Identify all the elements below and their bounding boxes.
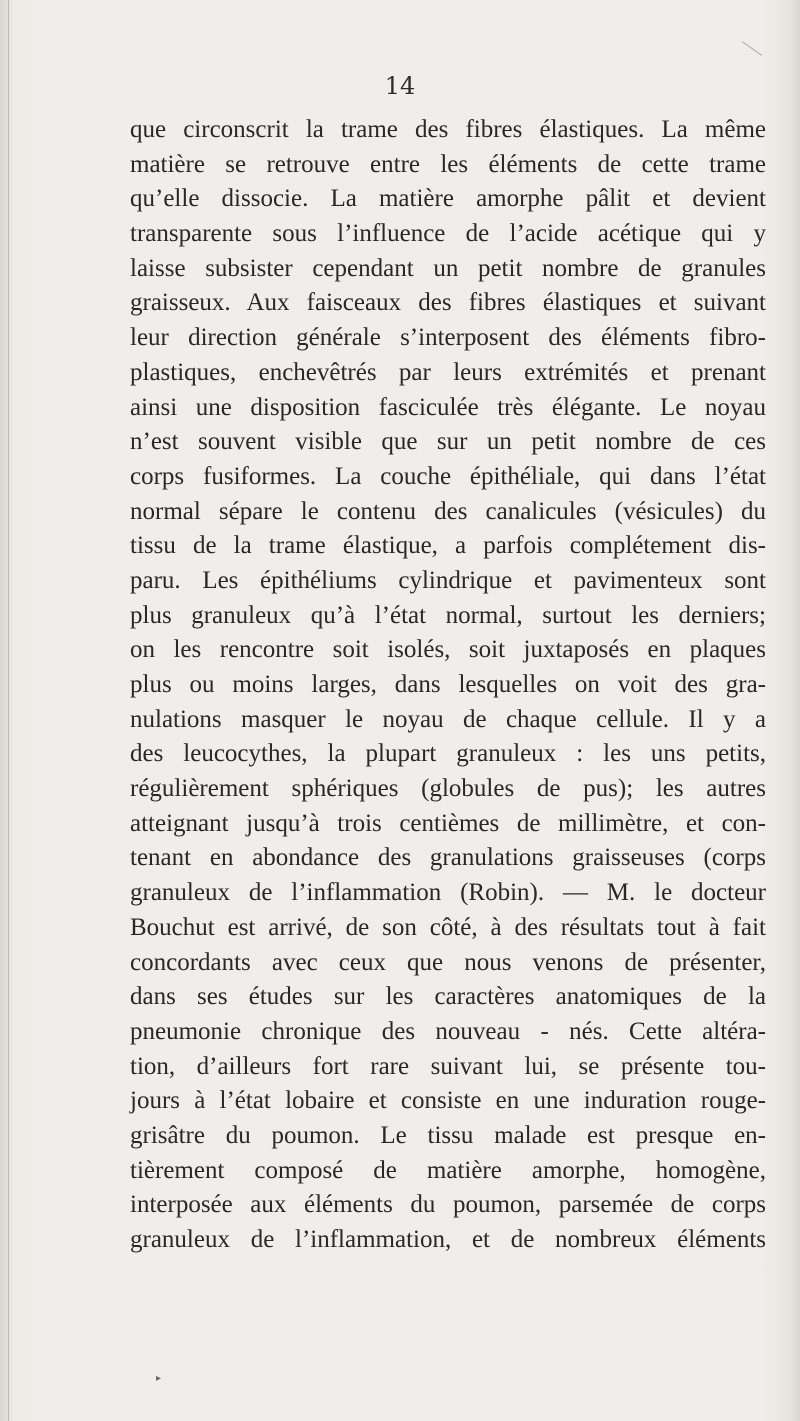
text-line: plus ou moins larges, dans lesquelles on voit des gra- <box>130 671 766 698</box>
text-line: nulations masquer le noyau de chaque cellule. Il y a <box>130 705 766 733</box>
text-line: dans ses études sur les caractères anatomiques de la <box>130 983 766 1011</box>
text-line: tissu de la trame élastique, a parfois complétement dis- <box>130 532 766 560</box>
text-line: pneumonie chronique des nouveau - nés. Cette altéra- <box>130 1017 766 1045</box>
text-line: qu’elle dissocie. La matière amorphe pâlit et devient <box>130 185 766 213</box>
text-line: concordants avec ceux que nous venons de présenter, <box>130 948 766 976</box>
text-line: plastiques, enchevêtrés par leurs extrémités et prenant <box>130 358 766 386</box>
text-line: on les rencontre soit isolés, soit juxtaposés en plaques <box>130 636 766 664</box>
text-line: laisse subsister cependant un petit nombre de granules <box>130 254 766 282</box>
text-line: matière se retrouve entre les éléments de cette trame <box>130 150 766 178</box>
text-line: Bouchut est arrivé, de son côté, à des résultats tout à fait <box>130 913 766 941</box>
text-line: normal sépare le contenu des canalicules (vésicules) du <box>130 497 766 525</box>
text-line: que circonscrit la trame des fibres élastiques. La même <box>130 116 766 143</box>
text-line: tièrement composé de matière amorphe, homogène, <box>130 1156 766 1184</box>
page-gutter <box>8 0 9 1421</box>
body-text <box>130 113 766 1258</box>
text-line: granuleux de l’inflammation (Robin). — M. le docteur <box>130 879 766 907</box>
text-line: interposée aux éléments du poumon, parsemée de corps <box>130 1191 766 1219</box>
text-line: n’est souvent visible que sur un petit nombre de ces <box>130 428 766 456</box>
text-line: des leucocythes, la plupart granuleux : les uns petits, <box>130 740 766 768</box>
text-line: plus granuleux qu’à l’état normal, surtout les derniers; <box>130 601 766 629</box>
text-line: jours à l’état lobaire et consiste en une induration rouge- <box>130 1087 766 1115</box>
text-line: granuleux de l’inflammation, et de nombreux éléments <box>130 1226 766 1253</box>
printer-mark: ▸ <box>156 1373 162 1384</box>
text-line: tion, d’ailleurs fort rare suivant lui, se présente tou- <box>130 1052 766 1080</box>
corner-mark <box>742 41 762 56</box>
page-number: 14 <box>384 72 416 100</box>
text-line: grisâtre du poumon. Le tissu malade est presque en- <box>130 1121 766 1149</box>
text-line: graisseux. Aux faisceaux des fibres élastiques et suivant <box>130 289 766 317</box>
text-line: ainsi une disposition fasciculée très élégante. Le noyau <box>130 393 766 421</box>
text-line: transparente sous l’influence de l’acide acétique qui y <box>130 220 766 248</box>
text-line: tenant en abondance des granulations graisseuses (corps <box>130 844 766 872</box>
text-line: corps fusiformes. La couche épithéliale, qui dans l’état <box>130 462 766 490</box>
text-line: atteignant jusqu’à trois centièmes de millimètre, et con- <box>130 809 766 837</box>
text-line: leur direction générale s’interposent des éléments fibro- <box>130 324 766 352</box>
text-line: paru. Les épithéliums cylindrique et pavimenteux sont <box>130 566 766 594</box>
text-line: régulièrement sphériques (globules de pus); les autres <box>130 775 766 803</box>
